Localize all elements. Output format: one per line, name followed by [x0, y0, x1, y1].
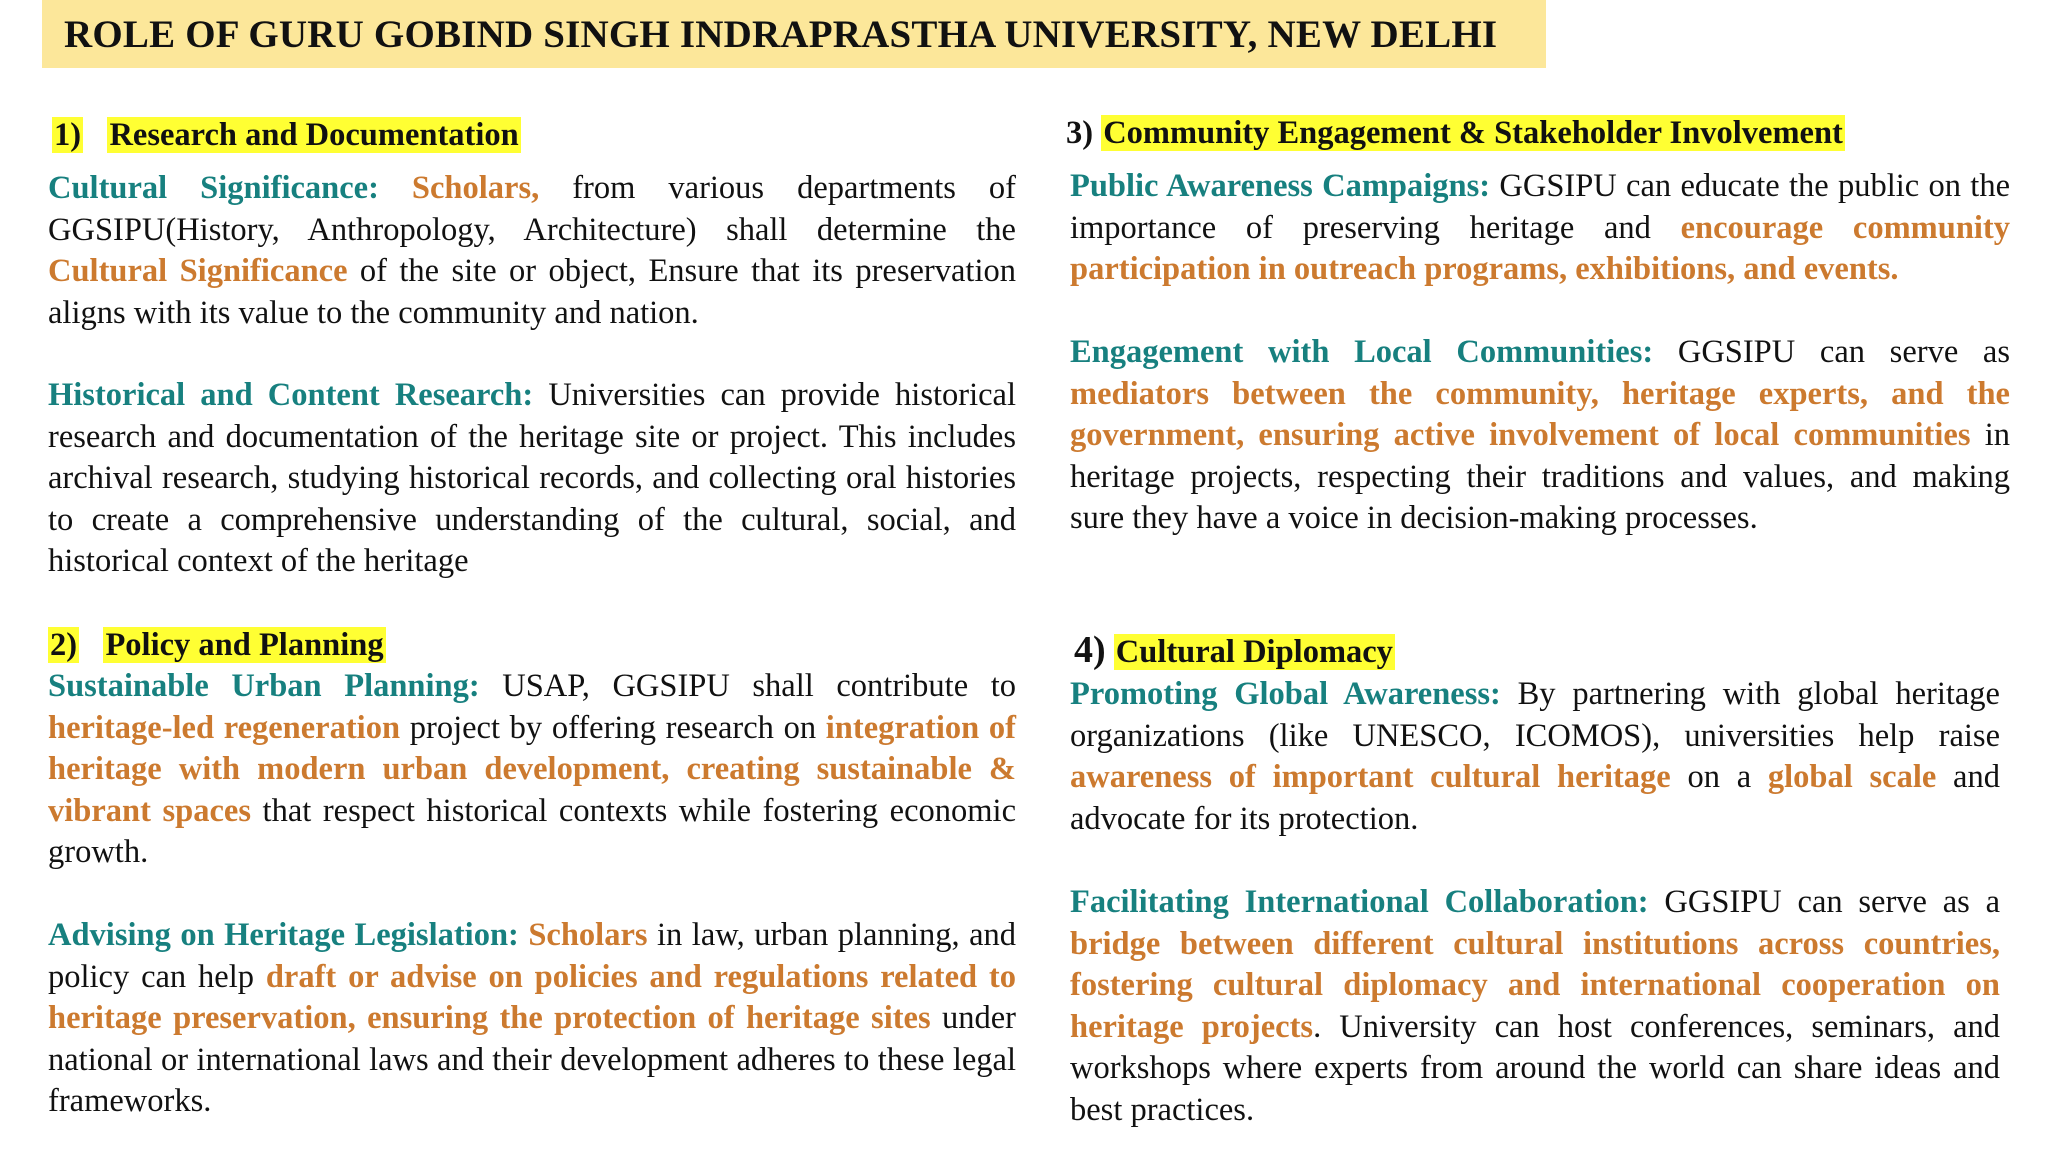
global-awareness-paragraph	[1070, 674, 2000, 840]
public-awareness-label: Public Awareness Campaigns:	[1070, 168, 1491, 204]
legislation-paragraph	[48, 915, 1016, 1123]
paragraph-text: in heritage projects, respecting their traditions and values, and making sure they have a voice in decision-making processes.	[1070, 417, 2010, 536]
cultural-heritage-emphasis: awareness of important cultural heritage	[1070, 759, 1671, 795]
section-1-body	[48, 168, 1016, 334]
legislation-label: Advising on Heritage Legislation:	[48, 917, 519, 953]
paragraph-text: and advocate for its protection.	[1070, 759, 2000, 837]
paragraph-text: under national or international laws and their development adheres to these legal frameworks.	[48, 1000, 1016, 1119]
local-engagement-label: Engagement with Local Communities:	[1070, 334, 1654, 370]
paragraph-text: of the site or object, Ensure that its preservation aligns with its value to the community and nation.	[48, 253, 1016, 331]
paragraph-text: Universities can provide historical research and documentation of the heritage site or project. This includes archival research, studying historical records, and collecting oral histories to create a comprehensive understanding of the cultural, social, and historical context of the heritage	[48, 377, 1016, 579]
draft-policies-emphasis: draft or advise on policies and regulations related to heritage preservation, ensuring the protection of heritage sites	[48, 958, 1016, 1036]
section-2-heading	[48, 625, 386, 665]
paragraph-text: GGSIPU can serve as	[1653, 334, 2010, 370]
section-2-title: Policy and Planning	[105, 627, 384, 663]
international-collaboration-paragraph	[1070, 882, 2000, 1131]
scholars-emphasis: Scholars,	[411, 170, 540, 206]
scholars-emphasis: Scholars	[528, 917, 648, 953]
paragraph-text: GGSIPU can educate the public on the importance of preserving heritage and	[1070, 168, 2011, 246]
page-title-banner	[42, 0, 1546, 68]
section-4-title: Cultural Diplomacy	[1115, 634, 1393, 670]
global-awareness-label: Promoting Global Awareness:	[1070, 676, 1501, 712]
section-4-heading	[1074, 630, 1395, 672]
page-title: ROLE OF GURU GOBIND SINGH INDRAPRASTHA UNIVERSITY, NEW DELHI	[64, 13, 1498, 56]
integration-emphasis: integration of heritage with modern urban development, creating sustainable & vibrant spaces	[48, 709, 1017, 829]
paragraph-text: project by offering research on	[400, 709, 826, 746]
community-participation-emphasis: encourage community participation in outreach programs, exhibitions, and events.	[1070, 209, 2010, 287]
historical-research-paragraph	[48, 375, 1016, 583]
section-1-number: 1)	[54, 117, 82, 153]
historical-research-block	[48, 375, 1016, 583]
heritage-regeneration-emphasis: heritage-led regeneration	[48, 709, 401, 746]
global-scale-emphasis: global scale	[1767, 759, 1937, 795]
section-1-title: Research and Documentation	[109, 117, 519, 153]
paragraph-text: on a	[1670, 759, 1768, 795]
section-3-title: Community Engagement & Stakeholder Involvement	[1103, 115, 1843, 151]
mediators-emphasis: mediators between the community, heritage experts, and the government, ensuring active involvement of local communities	[1070, 375, 2010, 453]
sustainable-planning-paragraph	[48, 666, 1016, 874]
section-3-body	[1070, 166, 2010, 291]
section-3-heading	[1066, 113, 1845, 153]
paragraph-text: GGSIPU can serve as a	[1648, 884, 2000, 920]
historical-research-label: Historical and Content Research:	[48, 377, 534, 413]
sustainable-planning-label: Sustainable Urban Planning:	[48, 668, 480, 704]
public-awareness-paragraph	[1070, 166, 2010, 291]
legislation-block	[48, 915, 1016, 1123]
international-collaboration-block	[1070, 882, 2000, 1131]
paragraph-text: that respect historical contexts while fostering economic growth.	[48, 792, 1016, 870]
paragraph-text: . University can host conferences, seminars, and workshops where experts from around the world can share ideas and best practices.	[1070, 1008, 2001, 1128]
cultural-significance-label: Cultural Significance:	[48, 170, 379, 206]
local-engagement-paragraph	[1070, 332, 2010, 540]
cultural-significance-paragraph	[48, 168, 1016, 334]
section-2-body	[48, 666, 1016, 874]
paragraph-text: USAP, GGSIPU shall contribute to	[479, 668, 1016, 704]
paragraph-text: in law, urban planning, and policy can help	[48, 917, 1016, 995]
bridge-emphasis: bridge between different cultural institutions across countries, fostering cultural diplomacy and international cooperation on heritage projects	[1070, 925, 2000, 1045]
paragraph-text: By partnering with global heritage organizations (like UNESCO, ICOMOS), universities help raise	[1070, 676, 2000, 754]
section-1-heading	[52, 115, 521, 155]
section-2-number: 2)	[50, 627, 78, 663]
section-3-number: 3)	[1066, 115, 1094, 151]
international-collaboration-label: Facilitating International Collaboration:	[1070, 884, 1649, 920]
paragraph-text: from various departments of GGSIPU(History, Anthropology, Architecture) shall determine the	[48, 170, 1016, 248]
section-4-number: 4)	[1074, 629, 1106, 671]
local-engagement-block	[1070, 332, 2010, 540]
section-4-body	[1070, 674, 2000, 840]
cultural-significance-emphasis: Cultural Significance	[48, 253, 348, 289]
